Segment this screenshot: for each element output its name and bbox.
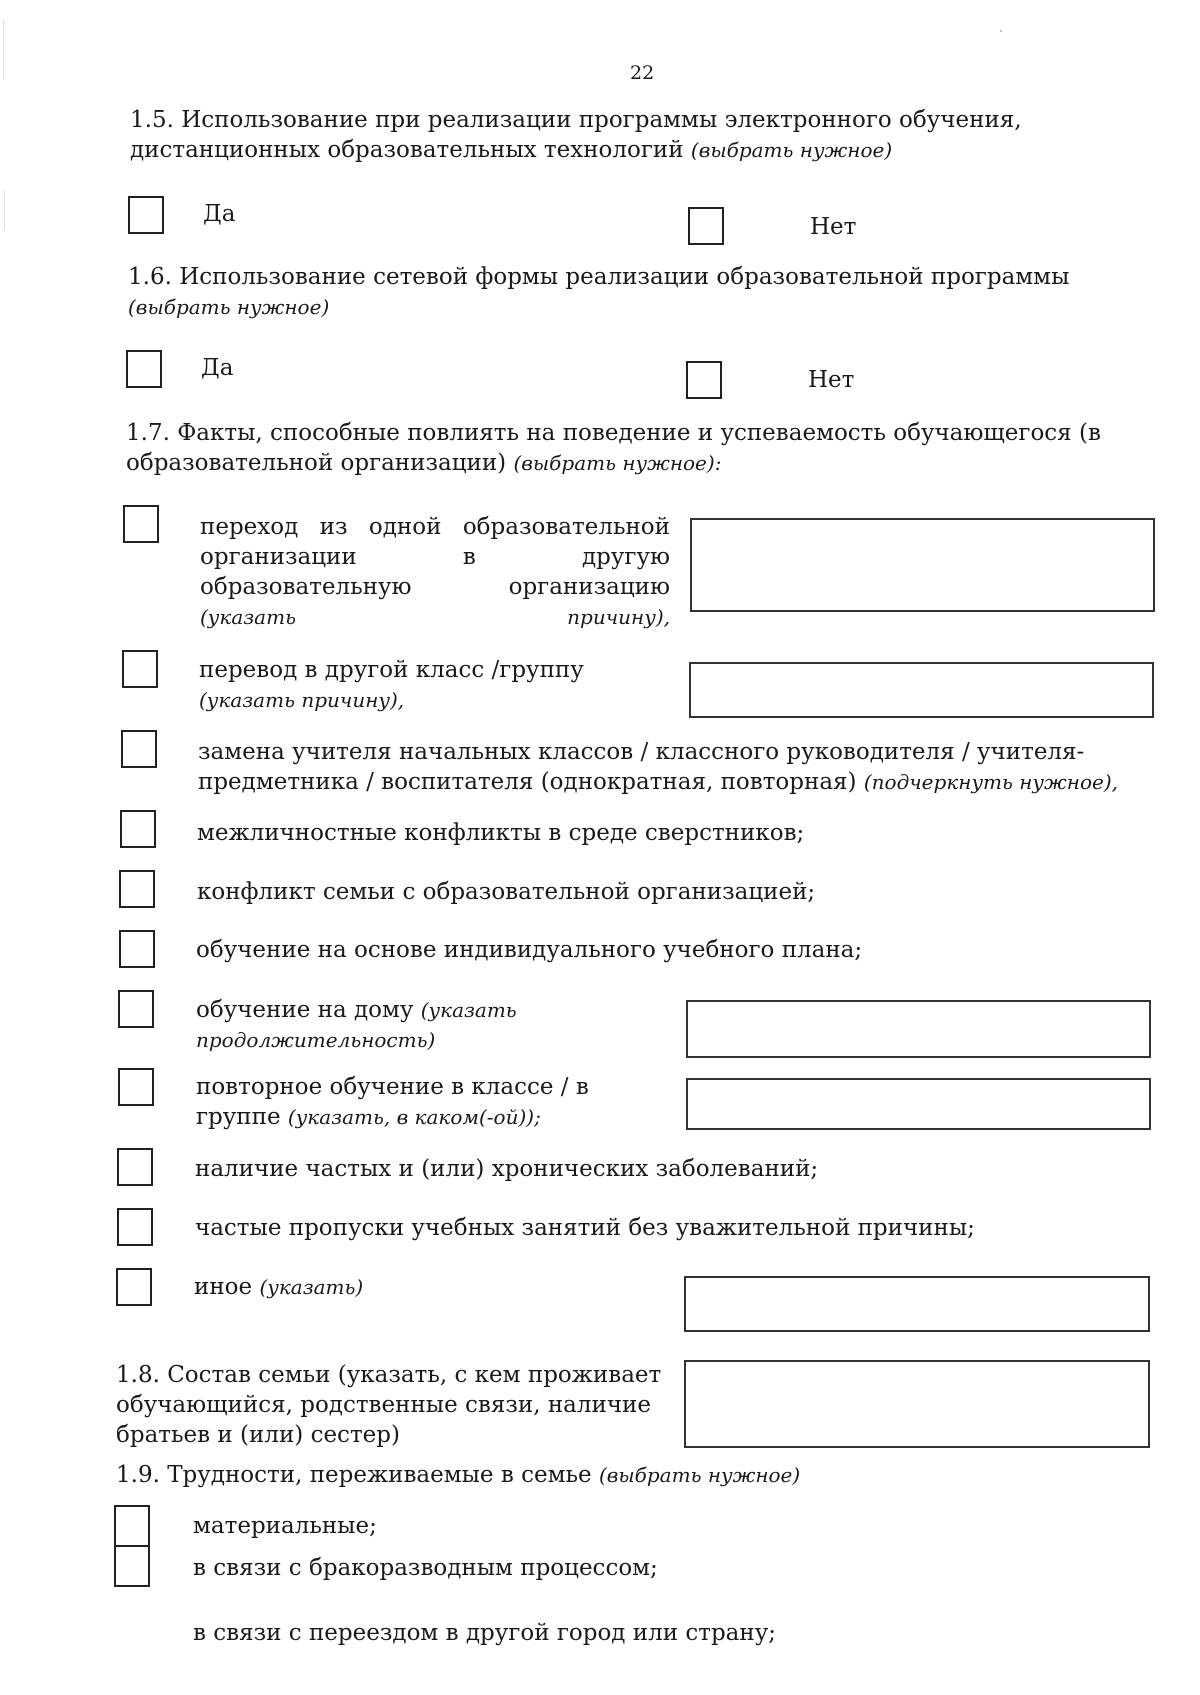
page-number: 22 bbox=[630, 62, 655, 84]
difficulty-financial-checkbox[interactable] bbox=[114, 1505, 150, 1547]
fact-other-detail-field[interactable] bbox=[684, 1276, 1150, 1332]
fact-absences-checkbox[interactable] bbox=[117, 1208, 153, 1246]
fact-individual-plan-label: обучение на основе индивидуального учебного плана; bbox=[196, 937, 863, 963]
fact-repeat-year-detail-field[interactable] bbox=[686, 1078, 1151, 1130]
section-1-6-yes-label: Да bbox=[201, 355, 234, 381]
fact-repeat-year-checkbox[interactable] bbox=[118, 1068, 154, 1106]
section-1-5-hint: (выбрать нужное) bbox=[690, 138, 893, 162]
section-1-5-no-label: Нет bbox=[810, 214, 857, 240]
fact-peer-conflicts-label: межличностные конфликты в среде сверстников; bbox=[197, 820, 805, 846]
difficulty-relocation-label: в связи с переездом в другой город или страну; bbox=[193, 1620, 777, 1646]
scan-artifact bbox=[1000, 30, 1002, 32]
scan-artifact bbox=[4, 190, 5, 230]
fact-transfer-school-reason-field[interactable] bbox=[690, 518, 1155, 612]
fact-peer-conflicts-checkbox[interactable] bbox=[120, 810, 156, 848]
section-1-6-heading bbox=[128, 262, 1163, 322]
fact-class-transfer-checkbox[interactable] bbox=[122, 650, 158, 688]
fact-class-transfer-reason-field[interactable] bbox=[689, 662, 1154, 718]
section-1-6-text: 1.6. Использование сетевой формы реализации образовательной программы bbox=[128, 264, 1070, 290]
section-1-9-hint: (выбрать нужное) bbox=[598, 1463, 801, 1487]
fact-other-checkbox[interactable] bbox=[116, 1268, 152, 1306]
section-1-6-no-label: Нет bbox=[808, 367, 855, 393]
fact-family-conflict-checkbox[interactable] bbox=[119, 870, 155, 908]
fact-family-conflict-label: конфликт семьи с образовательной организацией; bbox=[197, 879, 816, 905]
section-1-7-text: 1.7. Факты, способные повлиять на поведение и успеваемость обучающегося (в образовательной организации) bbox=[126, 420, 1101, 476]
fact-teacher-change-checkbox[interactable] bbox=[121, 730, 157, 768]
fact-home-schooling-label: обучение на дому (указать продолжительность) bbox=[196, 997, 517, 1052]
difficulty-financial-label: материальные; bbox=[193, 1513, 377, 1539]
fact-transfer-school-label: переход из одной образовательной организации в другую образовательную организацию (указать причину), bbox=[200, 514, 670, 629]
scan-artifact bbox=[3, 20, 4, 80]
fact-home-schooling-duration-field[interactable] bbox=[686, 1000, 1151, 1058]
section-1-5-heading bbox=[130, 105, 1165, 165]
section-1-5-text: 1.5. Использование при реализации программы электронного обучения, дистанционных образовательных технологий bbox=[130, 107, 1022, 163]
fact-class-transfer-label: перевод в другой класс /группу (указать причину), bbox=[199, 657, 584, 712]
section-1-9-heading bbox=[116, 1460, 1151, 1490]
fact-teacher-change-label: замена учителя начальных классов / классного руководителя / учителя-предметника / воспитателя (однократная, повторная) (подчеркнуть нужное), bbox=[198, 739, 1118, 795]
fact-individual-plan-checkbox[interactable] bbox=[119, 930, 155, 968]
fact-transfer-school-checkbox[interactable] bbox=[123, 505, 159, 543]
section-1-8-text: 1.8. Состав семьи (указать, с кем проживает обучающийся, родственные связи, наличие братьев и (или) сестер) bbox=[116, 1362, 662, 1448]
family-composition-field[interactable] bbox=[684, 1360, 1150, 1448]
fact-home-schooling-checkbox[interactable] bbox=[118, 990, 154, 1028]
difficulty-divorce-checkbox[interactable] bbox=[114, 1545, 150, 1587]
section-1-6-no-checkbox[interactable] bbox=[686, 361, 722, 399]
fact-repeat-year-label: повторное обучение в классе / в группе (указать, в каком(-ой)); bbox=[196, 1074, 589, 1130]
section-1-7-hint: (выбрать нужное): bbox=[513, 451, 722, 475]
fact-other-label: иное (указать) bbox=[194, 1274, 364, 1300]
section-1-5-yes-label: Да bbox=[203, 201, 236, 227]
section-1-6-yes-checkbox[interactable] bbox=[126, 350, 162, 388]
fact-absences-label: частые пропуски учебных занятий без уважительной причины; bbox=[195, 1215, 975, 1241]
fact-chronic-illness-label: наличие частых и (или) хронических заболеваний; bbox=[195, 1156, 819, 1182]
section-1-5-no-checkbox[interactable] bbox=[688, 207, 724, 245]
section-1-9-text: 1.9. Трудности, переживаемые в семье bbox=[116, 1462, 592, 1488]
fact-chronic-illness-checkbox[interactable] bbox=[117, 1148, 153, 1186]
difficulty-divorce-label: в связи с бракоразводным процессом; bbox=[193, 1555, 658, 1581]
section-1-6-hint: (выбрать нужное) bbox=[128, 295, 330, 319]
section-1-5-yes-checkbox[interactable] bbox=[128, 196, 164, 234]
section-1-7-heading bbox=[126, 418, 1161, 478]
